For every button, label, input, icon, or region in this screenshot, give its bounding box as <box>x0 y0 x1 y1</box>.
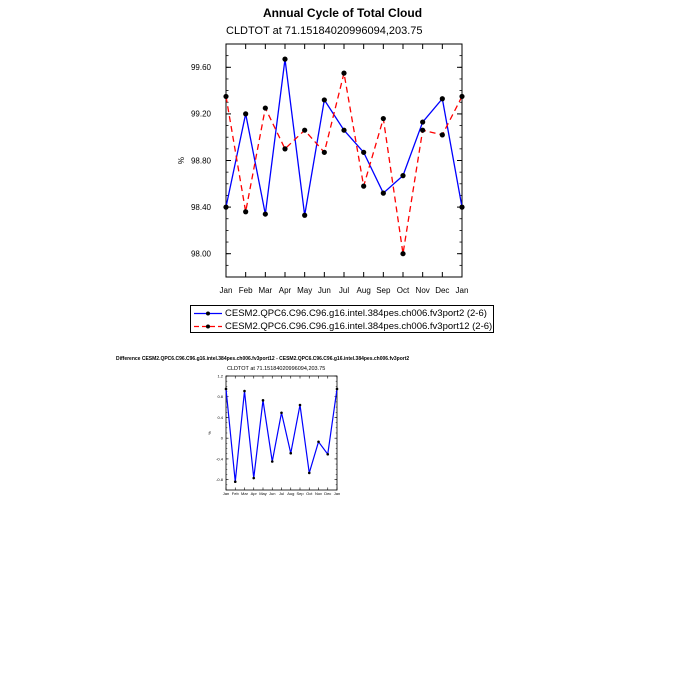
data-point-series-0 <box>400 173 405 178</box>
x-tick-label: Dec <box>324 491 332 496</box>
data-point-series-0 <box>243 111 248 116</box>
y-tick-label: 98.40 <box>190 202 211 212</box>
data-point-series-0 <box>263 211 268 216</box>
legend-swatch-solid-blue <box>193 307 223 320</box>
series-line-0 <box>226 59 462 215</box>
data-point-series-0 <box>459 205 464 210</box>
x-tick-label: Nov <box>314 491 323 496</box>
plot-frame <box>226 44 462 277</box>
data-point-series-0 <box>299 404 302 407</box>
data-point-series-0 <box>234 480 237 483</box>
legend-swatch-dashed-red <box>193 320 223 333</box>
x-tick-label: May <box>297 286 313 295</box>
legend-label-fv3port12: CESM2.QPC6.C96.C96.g16.intel.384pes.ch006.fv3port12 (2-6) <box>225 321 493 332</box>
x-tick-label: Jan <box>455 286 469 295</box>
data-point-series-0 <box>302 213 307 218</box>
data-point-series-0 <box>252 477 255 480</box>
data-point-series-0 <box>317 441 320 444</box>
data-point-series-1 <box>282 146 287 151</box>
main-chart-subtitle: CLDTOT at 71.15184020996094,203.75 <box>226 25 423 37</box>
data-point-series-1 <box>361 184 366 189</box>
x-tick-label: Jan <box>222 491 230 496</box>
data-point-series-1 <box>381 116 386 121</box>
data-point-series-0 <box>271 460 274 463</box>
data-point-series-0 <box>225 388 228 391</box>
x-tick-label: Jul <box>338 286 350 295</box>
y-tick-label: 98.80 <box>190 156 211 166</box>
y-tick-label: 0.8 <box>217 394 223 400</box>
series-line-0 <box>226 389 337 482</box>
difference-chart-title: Difference CESM2.QPC6.C96.C96.g16.intel.384pes.ch006.fv3port12 - CESM2.QPC6.C96.C96.g16.intel.384pes.ch006.fv3port2 <box>116 356 410 362</box>
data-point-series-0 <box>440 96 445 101</box>
x-tick-label: Nov <box>415 286 430 295</box>
data-point-series-0 <box>322 97 327 102</box>
x-tick-label: May <box>259 491 267 496</box>
x-tick-label: Jul <box>278 491 285 496</box>
x-tick-label: Jan <box>219 286 233 295</box>
x-tick-label: Feb <box>231 491 239 496</box>
main-chart-title: Annual Cycle of Total Cloud <box>262 6 423 20</box>
legend-item-fv3port2 <box>191 307 493 320</box>
data-point-series-0 <box>381 191 386 196</box>
y-tick-label: 99.20 <box>190 109 211 119</box>
data-point-series-0 <box>243 390 246 393</box>
data-point-series-0 <box>361 150 366 155</box>
x-tick-label: Dec <box>435 286 450 295</box>
difference-chart-subtitle: CLDTOT at 71.15184020996094,203.75 <box>227 366 326 372</box>
data-point-series-1 <box>223 94 228 99</box>
data-point-series-0 <box>420 119 425 124</box>
x-tick-label: Apr <box>250 491 257 496</box>
legend-item-fv3port12 <box>191 320 493 333</box>
data-point-series-1 <box>400 251 405 256</box>
y-tick-label: 0.4 <box>217 414 223 420</box>
data-point-series-0 <box>308 472 311 475</box>
y-tick-label: 98.00 <box>190 249 211 259</box>
y-tick-label: 99.60 <box>190 63 211 73</box>
data-point-series-0 <box>282 57 287 62</box>
y-axis-label: % <box>207 431 212 435</box>
y-axis-label: % <box>177 156 186 165</box>
data-point-series-1 <box>263 105 268 110</box>
x-tick-label: Mar <box>258 286 273 295</box>
y-tick-label: 0 <box>220 435 223 441</box>
plot-frame <box>226 376 337 490</box>
legend <box>190 305 494 333</box>
data-point-series-1 <box>243 209 248 214</box>
x-tick-label: Feb <box>238 286 253 295</box>
main-plot-area <box>177 44 468 295</box>
data-point-series-0 <box>289 452 292 455</box>
y-tick-label: -0.4 <box>216 456 223 462</box>
data-point-series-0 <box>326 453 329 456</box>
data-point-series-0 <box>341 128 346 133</box>
difference-plot-area <box>207 373 340 496</box>
x-tick-label: Apr <box>278 286 292 295</box>
data-point-series-1 <box>341 71 346 76</box>
data-point-series-1 <box>420 128 425 133</box>
data-point-series-0 <box>262 399 265 402</box>
x-tick-label: Oct <box>396 286 410 295</box>
x-tick-label: Aug <box>287 491 295 496</box>
x-tick-label: Aug <box>356 286 371 295</box>
data-point-series-1 <box>459 94 464 99</box>
legend-label-fv3port2: CESM2.QPC6.C96.C96.g16.intel.384pes.ch006.fv3port2 (2-6) <box>225 308 487 319</box>
x-tick-label: Jun <box>269 491 276 496</box>
data-point-series-0 <box>280 411 283 414</box>
data-point-series-0 <box>223 205 228 210</box>
x-tick-label: Jan <box>333 491 341 496</box>
y-tick-label: 1.2 <box>217 373 223 379</box>
data-point-series-0 <box>336 388 339 391</box>
data-point-series-1 <box>440 132 445 137</box>
data-point-series-1 <box>302 128 307 133</box>
x-tick-label: Mar <box>241 491 248 496</box>
data-point-series-1 <box>322 150 327 155</box>
x-tick-label: Sep <box>376 286 391 295</box>
x-tick-label: Sep <box>296 491 304 496</box>
series-line-1 <box>226 73 462 254</box>
x-tick-label: Jun <box>317 286 331 295</box>
y-tick-label: -0.8 <box>216 477 223 483</box>
x-tick-label: Oct <box>306 491 313 496</box>
